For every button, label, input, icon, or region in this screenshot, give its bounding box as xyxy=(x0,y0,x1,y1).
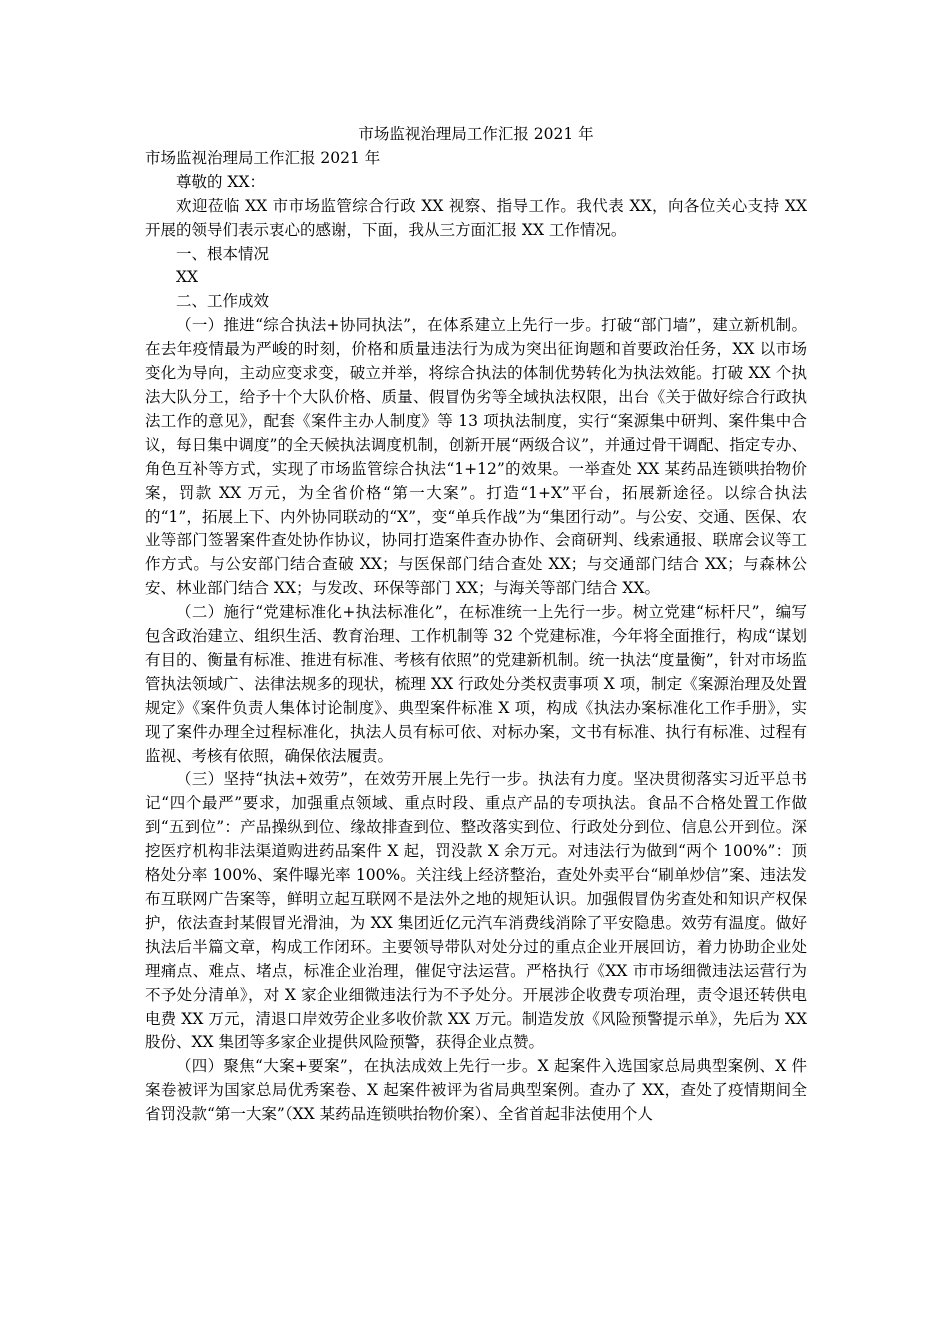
document-body xyxy=(145,123,807,1127)
document-subtitle-line: 市场监视治理局工作汇报 2021 年 xyxy=(145,148,381,167)
salutation: 尊敬的 XX： xyxy=(176,172,265,191)
paragraph-standardization: （二）施行“党建标准化+执法标准化”，在标准统一上先行一步。树立党建“标杆尺”，编写包含政治建立、组织生活、教育治理、工作机制等 32 个党建标准，今年将全面推行，构成“谋划有目的、衡量有标准、推进有标准、考核有依照”的党建新机制。统一执法“度量衡”，针对市场监管执法领域广、法律法规多的现状，梳理 XX 行政处分类权责事项 X 项，制定《案源治理及处置规定》《案件负责人集体讨论制度》、典型案件标准 X 项，构成《执法办案标准化工作手册》，实现了案件办理全过程标准化，执法人员有标可依、对标办案，文书有标准、执行有标准、过程有监视、考核有依照，确保依法履责。 xyxy=(145,603,807,765)
paragraph-enforcement-service: （三）坚持“执法+效劳”，在效劳开展上先行一步。执法有力度。坚决贯彻落实习近平总书记“四个最严”要求，加强重点领域、重点时段、重点产品的专项执法。食品不合格处置工作做到“五到位”：产品操纵到位、缘故排查到位、整改落实到位、行政处分到位、信息公开到位。深挖医疗机构非法渠道购进药品案件 X 起，罚没款 X 余万元。对违法行为做到“两个 100%”：顶格处分率 100%、案件曝光率 100%。关注线上经济整治，查处外卖平台“刷单炒信”案、违法发布互联网广告案等，鲜明立起互联网不是法外之地的规矩认识。加强假冒伪劣查处和知识产权保护，依法查封某假冒光滑油，为 XX 集团近亿元汽车消费线消除了平安隐患。效劳有温度。做好执法后半篇文章，构成工作闭环。主要领导带队对处分过的重点企业开展回访，着力协助企业处理痛点、难点、堵点，标准企业治理，催促守法运营。严格执行《XX 市市场细微违法运营行为不予处分清单》，对 X 家企业细微违法行为不予处分。开展涉企收费专项治理，责令退还转供电电费 XX 万元，清退口岸效劳企业多收价款 XX 万元。制造发放《风险预警提示单》，先后为 XX 股份、XX 集团等多家企业提供风险预警，获得企业点赞。 xyxy=(145,770,807,1052)
section-heading-basic-situation: 一、根本情况 xyxy=(176,244,270,263)
paragraph-major-cases: （四）聚焦“大案+要案”，在执法成效上先行一步。X 起案件入选国家总局典型案例、X 件案卷被评为国家总局优秀案卷、X 起案件被评为省局典型案例。查办了 XX，查处了疫情期间全省罚没款“第一大案”（XX 某药品连锁哄抬物价案）、全省首起非法使用个人 xyxy=(145,1057,807,1124)
section-basic-situation-text: XX xyxy=(176,268,199,287)
intro-paragraph: 欢迎莅临 XX 市市场监管综合行政 XX 视察、指导工作。我代表 XX，向各位关心支持 XX 开展的领导们表示衷心的感谢，下面，我从三方面汇报 XX 工作情况。 xyxy=(145,196,807,239)
section-heading-work-results: 二、工作成效 xyxy=(176,292,270,311)
document-title: 市场监视治理局工作汇报 2021 年 xyxy=(358,125,594,143)
paragraph-comprehensive-enforcement: （一）推进“综合执法+协同执法”，在体系建立上先行一步。打破“部门墙”，建立新机制。在去年疫情最为严峻的时刻，价格和质量违法行为成为突出征询题和首要政治任务，XX 以市场变化为导向，主动应变求变，破立并举，将综合执法的体制优势转化为执法效能。打破 XX 个执法大队分工，给予十个大队价格、质量、假冒伪劣等全域执法权限，出台《关于做好综合行政执法工作的意见》，配套《案件主办人制度》等 13 项执法制度，实行“案源集中研判、案件集中合议，每日集中调度”的全天候执法调度机制，创新开展“两级合议”，并通过骨干调配、指定专办、角色互补等方式，实现了市场监管综合执法“1+12”的效果。一举查处 XX 某药品连锁哄抬物价案，罚款 XX 万元，为全省价格“第一大案”。打造“1+X”平台，拓展新途径。以综合执法的“1”，拓展上下、内外协同联动的“X”，变“单兵作战”为“集团行动”。与公安、交通、医保、农业等部门签署案件查处协作协议，协同打造案件查办协作、会商研判、线索通报、联席会议等工作方式。与公安部门结合查破 XX；与医保部门结合查处 XX；与交通部门结合 XX；与森林公安、林业部门结合 XX；与发改、环保等部门 XX；与海关等部门结合 XX。 xyxy=(145,316,807,598)
